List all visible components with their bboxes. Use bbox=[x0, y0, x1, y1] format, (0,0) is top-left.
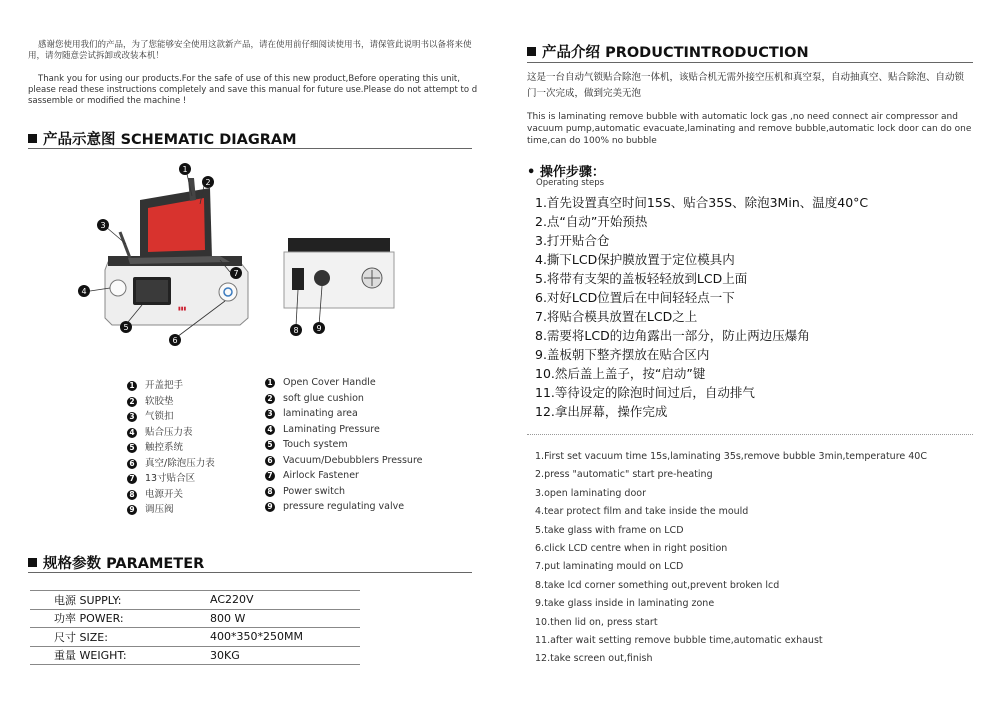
product-desc-en: This is laminating remove bubble with automatic lock gas ,no need connect air compressor and vacuum pump,automatic evacuate,laminating and remove bubble,automatic lock door can do one time,can do 100% no bubble bbox=[527, 112, 972, 146]
list-item: 9.take glass inside in laminating zone bbox=[535, 598, 715, 610]
intro-cn: 感谢您使用我们的产品，为了您能够安全使用这款新产品，请在使用前仔细阅读使用书，请保管此说明书以备将来使用，请勿随意尝试拆卸或改装本机！ bbox=[28, 40, 472, 61]
list-item: 12.take screen out,finish bbox=[535, 653, 653, 665]
legend-item: 9 调压阀 bbox=[127, 501, 215, 517]
touch-screen-display bbox=[136, 280, 168, 302]
legend-item: 5 触控系统 bbox=[127, 439, 215, 455]
regulating-valve-part bbox=[314, 270, 330, 286]
airlock-lever bbox=[120, 232, 130, 258]
square-bullet-icon bbox=[28, 558, 37, 567]
callout-2 bbox=[202, 176, 214, 188]
callout-4 bbox=[78, 285, 90, 297]
list-item: 11.after wait setting remove bubble time,automatic exhaust bbox=[535, 635, 823, 647]
list-item: 6.对好LCD位置后在中间轻轻点一下 bbox=[535, 290, 735, 305]
table-row: 重量 WEIGHT: 30KG bbox=[30, 646, 360, 665]
list-item: 11.等待设定的除泡时间过后，自动排气 bbox=[535, 385, 755, 400]
rear-lid bbox=[288, 238, 390, 252]
list-item: 2.点“自动”开始预热 bbox=[535, 214, 648, 229]
table-row: 电源 SUPPLY: AC220V bbox=[30, 591, 360, 610]
machine-diagram bbox=[70, 160, 470, 350]
legend-item: 6 Vacuum/Debubblers Pressure bbox=[265, 455, 423, 471]
steps-en-list bbox=[535, 448, 927, 669]
list-item: 1.首先设置真空时间15S、贴合35S、除泡3Min、温度40°C bbox=[535, 195, 869, 210]
steps-title-cn: • 操作步骤： bbox=[527, 165, 605, 180]
svg-text:6: 6 bbox=[172, 336, 178, 345]
power-switch-part bbox=[292, 268, 304, 290]
product-title bbox=[527, 41, 809, 62]
legend-item: 7 Airlock Fastener bbox=[265, 470, 423, 486]
list-item: 5.take glass with frame on LCD bbox=[535, 524, 684, 536]
schematic-title-en: SCHEMATIC DIAGRAM bbox=[120, 132, 297, 148]
legend-item: 4 贴合压力表 bbox=[127, 424, 215, 440]
square-bullet-icon bbox=[527, 47, 536, 56]
laminating-pressure-gauge bbox=[110, 280, 126, 296]
parameter-table bbox=[30, 590, 360, 665]
svg-text:3: 3 bbox=[100, 221, 106, 230]
list-item: 5.将带有支架的盖板轻轻放到LCD上面 bbox=[535, 271, 748, 286]
list-item: 12.拿出屏幕，操作完成 bbox=[535, 404, 668, 419]
square-bullet-icon bbox=[28, 134, 37, 143]
list-item: 1.First set vacuum time 15s,laminating 35s,remove bubble 3min,temperature 40C bbox=[535, 451, 927, 462]
legend-item: 8 电源开关 bbox=[127, 486, 215, 502]
product-title-en: PRODUCTINTRODUCTION bbox=[605, 45, 809, 61]
callout-3 bbox=[97, 219, 109, 231]
legend-item: 9 pressure regulating valve bbox=[265, 501, 423, 517]
list-item: 6.click LCD centre when in right position bbox=[535, 543, 728, 555]
legend-item: 3 气锁扣 bbox=[127, 408, 215, 424]
list-item: 4.tear protect film and take inside the mould bbox=[535, 506, 749, 518]
legend-item: 7 13寸贴合区 bbox=[127, 470, 215, 486]
svg-text:▮▮▮: ▮▮▮ bbox=[178, 306, 187, 312]
vacuum-pressure-gauge bbox=[219, 283, 237, 301]
table-row: 尺寸 SIZE: 400*350*250MM bbox=[30, 628, 360, 647]
legend-en bbox=[265, 377, 423, 517]
list-item: 3.open laminating door bbox=[535, 487, 646, 499]
callout-9 bbox=[313, 322, 325, 334]
callout-5 bbox=[120, 321, 132, 333]
legend-cn bbox=[127, 377, 215, 517]
callout-6 bbox=[169, 334, 181, 346]
legend-item: 3 laminating area bbox=[265, 408, 423, 424]
legend-item: 2 soft glue cushion bbox=[265, 393, 423, 409]
steps-title-en: Operating steps bbox=[536, 178, 605, 188]
list-item: 9.盖板朝下整齐摆放在贴合区内 bbox=[535, 347, 710, 362]
product-title-cn: 产品介绍 bbox=[542, 45, 600, 61]
list-item: 7.将贴合模具放置在LCD之上 bbox=[535, 309, 698, 324]
svg-text:1: 1 bbox=[182, 165, 188, 174]
table-row: 功率 POWER: 800 W bbox=[30, 609, 360, 628]
svg-text:4: 4 bbox=[81, 287, 87, 296]
legend-item: 4 Laminating Pressure bbox=[265, 424, 423, 440]
list-item: 8.需要将LCD的边角露出一部分，防止两边压爆角 bbox=[535, 328, 810, 343]
svg-text:7: 7 bbox=[233, 269, 239, 278]
divider bbox=[28, 148, 472, 149]
callout-8 bbox=[290, 324, 302, 336]
list-item: 4.撕下LCD保护膜放置于定位模具内 bbox=[535, 252, 735, 267]
parameter-title-en: PARAMETER bbox=[106, 556, 205, 572]
svg-text:9: 9 bbox=[316, 324, 322, 333]
intro-en: Thank you for using our products.For the safe of use of this new product,Before operating this unit, please read these instructions completely and save this manual for future use.Please do not attempt to d sassemble or modified the machine ! bbox=[28, 74, 478, 106]
list-item: 3.打开贴合仓 bbox=[535, 233, 610, 248]
parameter-title-cn: 规格参数 bbox=[43, 556, 101, 572]
schematic-title bbox=[28, 128, 297, 149]
legend-item: 1 开盖把手 bbox=[127, 377, 215, 393]
list-item: 10.然后盖上盖子，按“启动”键 bbox=[535, 366, 706, 381]
legend-item: 2 软胶垫 bbox=[127, 393, 215, 409]
list-item: 2.press "automatic" start pre-heating bbox=[535, 469, 713, 481]
parameter-title bbox=[28, 552, 204, 573]
steps-cn-list bbox=[535, 193, 868, 421]
divider bbox=[28, 572, 472, 573]
legend-item: 8 Power switch bbox=[265, 486, 423, 502]
dotted-divider bbox=[527, 434, 973, 435]
schematic-title-cn: 产品示意图 bbox=[43, 132, 116, 148]
list-item: 10.then lid on, press start bbox=[535, 616, 658, 628]
svg-text:5: 5 bbox=[123, 323, 129, 332]
divider bbox=[527, 62, 973, 63]
callout-7 bbox=[230, 267, 242, 279]
list-item: 8.take lcd corner something out,prevent broken lcd bbox=[535, 579, 780, 591]
legend-item: 5 Touch system bbox=[265, 439, 423, 455]
product-desc-cn: 这是一台自动气锁贴合除泡一体机，该贴合机无需外接空压机和真空泵，自动抽真空、贴合除泡、自动锁门一次完成，做到完美无泡 bbox=[527, 72, 965, 99]
legend-item: 1 Open Cover Handle bbox=[265, 377, 423, 393]
callout-1 bbox=[179, 163, 191, 175]
legend-item: 6 真空/除泡压力表 bbox=[127, 455, 215, 471]
list-item: 7.put laminating mould on LCD bbox=[535, 561, 684, 573]
svg-text:8: 8 bbox=[293, 326, 299, 335]
svg-text:2: 2 bbox=[205, 178, 211, 187]
